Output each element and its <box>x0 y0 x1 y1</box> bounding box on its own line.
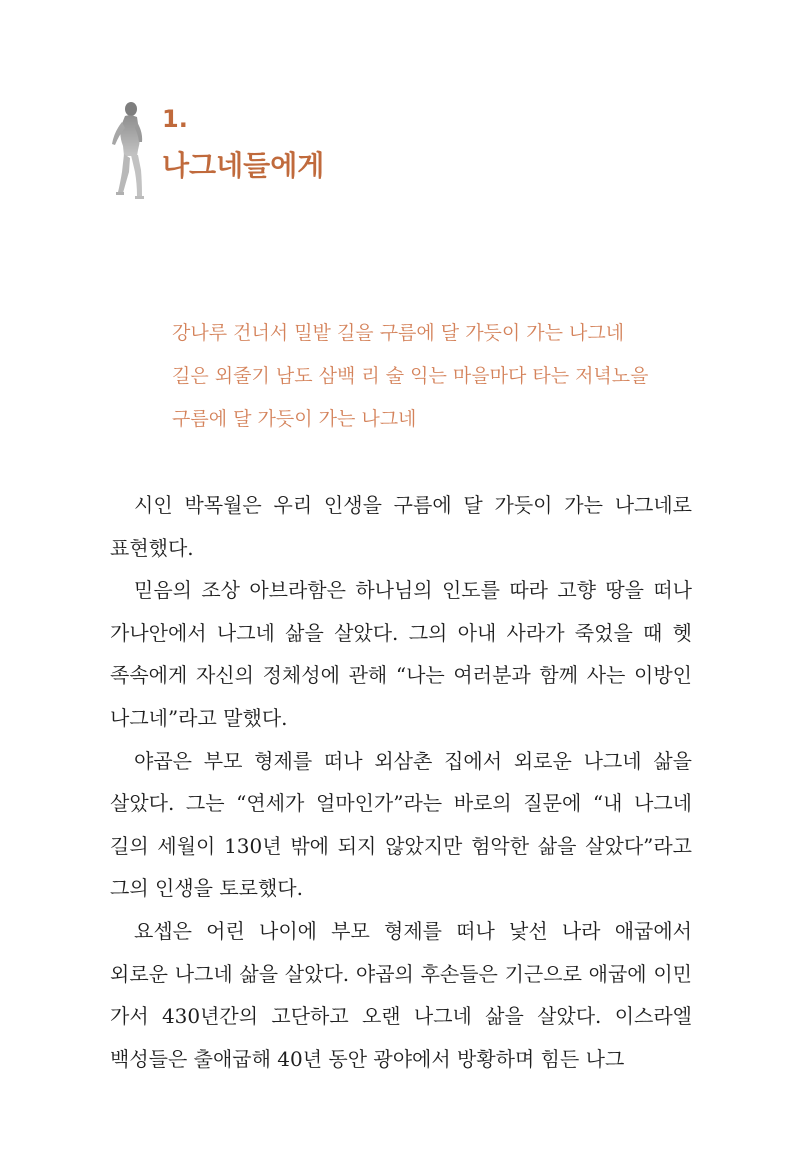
paragraph: 야곱은 부모 형제를 떠나 외삼촌 집에서 외로운 나그네 삶을 살았다. 그는 “연세가 얼마인가”라는 바로의 질문에 “내 나그네 길의 세월이 130년 밖에 되지 않았지만 험악한 삶을 살았다”라고 그의 인생을 토로했다. <box>110 748 692 901</box>
paragraph: 믿음의 조상 아브라함은 하나님의 인도를 따라 고향 땅을 떠나 가나안에서 나그네 삶을 살았다. 그의 아내 사라가 죽었을 때 헷 족속에게 자신의 정체성에 관해 “나는 여러분과 함께 사는 이방인 나그네”라고 말했다. <box>110 578 692 730</box>
chapter-title: 나그네들에게 <box>162 149 325 182</box>
poem-quote <box>172 312 732 441</box>
poem-line: 길은 외줄기 남도 삼백 리 술 익는 마을마다 타는 저녁노을 <box>172 365 649 387</box>
chapter-number: 1. <box>162 105 188 133</box>
poem-line: 구름에 달 가듯이 가는 나그네 <box>172 408 417 430</box>
walking-person-illustration <box>104 100 152 202</box>
paragraph: 시인 박목월은 우리 인생을 구름에 달 가듯이 가는 나그네로 표현했다. <box>110 493 692 560</box>
paragraph: 요셉은 어린 나이에 부모 형제를 떠나 낯선 나라 애굽에서 외로운 나그네 삶을 살았다. 야곱의 후손들은 기근으로 애굽에 이민 가서 430년간의 고단하고 오랜 나그네 삶을 살았다. 이스라엘 백성들은 출애굽해 40년 동안 광야에서 방황하며 힘든 나그 <box>110 918 692 1071</box>
body-text <box>110 484 692 1080</box>
poem-line: 강나루 건너서 밀밭 길을 구름에 달 가듯이 가는 나그네 <box>172 322 625 344</box>
